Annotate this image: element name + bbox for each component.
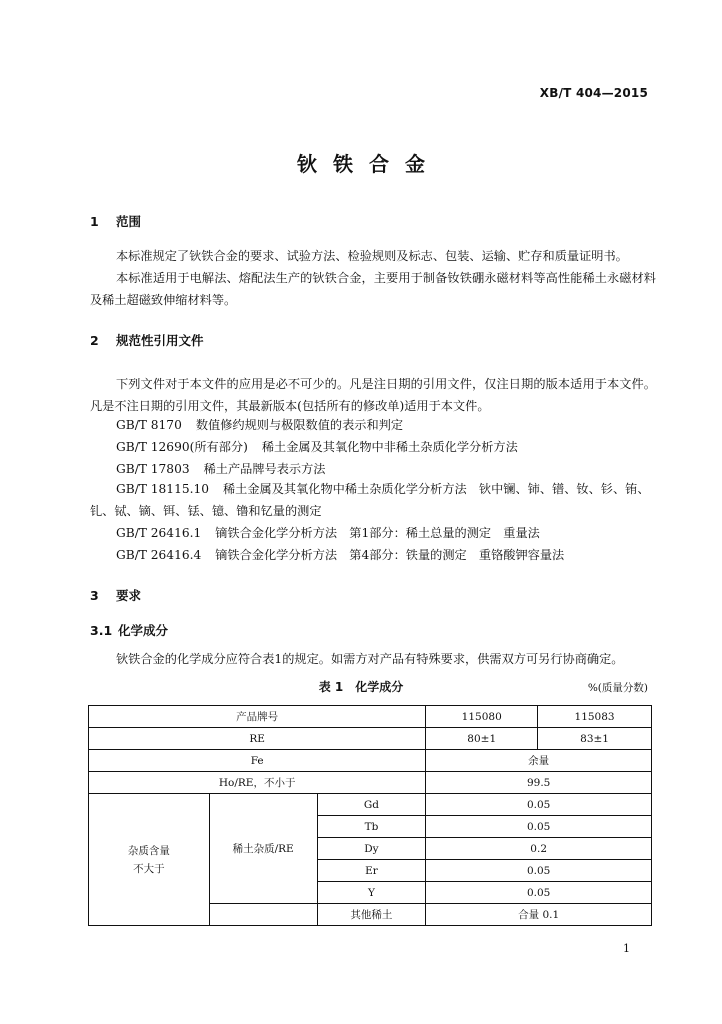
- reference-code: GB/T 17803: [116, 462, 190, 476]
- reference-code: GB/T 26416.1: [116, 526, 202, 540]
- chemical-composition-table: [88, 705, 652, 926]
- table-cell: 合量 0.1: [426, 904, 652, 926]
- reference-title: 稀土金属及其氧化物中稀土杂质化学分析方法 钬中镧、铈、镨、钕、钐、铕、钆、铽、镝、铒、铥、镱、镥和钇量的测定: [90, 482, 650, 518]
- table-cell: RE: [89, 728, 426, 750]
- reference-item: [116, 438, 518, 455]
- section-title: 要求: [116, 588, 142, 603]
- table-row: [89, 772, 652, 794]
- subsection-title: 化学成分: [118, 623, 169, 638]
- table-cell: Tb: [317, 816, 426, 838]
- table-cell: Dy: [317, 838, 426, 860]
- table-cell: 0.05: [426, 794, 652, 816]
- subsection-3-1-heading: [90, 621, 168, 639]
- scope-paragraph-2: 本标准适用于电解法、熔配法生产的钬铁合金，主要用于制备钕铁硼永磁材料等高性能稀土永磁材料及稀土超磁致伸缩材料等。: [90, 271, 656, 307]
- table-unit: %(质量分数): [587, 682, 648, 694]
- reference-code: GB/T 26416.4: [116, 548, 202, 562]
- table-cell: 83±1: [538, 728, 652, 750]
- page-number: 1: [623, 942, 630, 955]
- reference-title: 镝铁合金化学分析方法 第1部分：稀土总量的测定 重量法: [215, 526, 540, 540]
- section-title: 规范性引用文件: [116, 333, 204, 348]
- table-cell: Gd: [317, 794, 426, 816]
- table-cell: Fe: [89, 750, 426, 772]
- rare-earth-impurity-label: 稀土杂质/RE: [209, 794, 317, 904]
- reference-item: [116, 416, 403, 433]
- table-cell: 产品牌号: [89, 706, 426, 728]
- table-cell: 0.05: [426, 882, 652, 904]
- table-caption: 表 1 化学成分: [318, 680, 404, 694]
- subsection-number: 3.1: [90, 623, 113, 638]
- table-cell: 115083: [538, 706, 652, 728]
- table-cell: 其他稀土: [317, 904, 426, 926]
- reference-title: 镝铁合金化学分析方法 第4部分：铁量的测定 重铬酸钾容量法: [215, 548, 565, 562]
- reference-code: GB/T 12690(所有部分): [116, 440, 248, 454]
- table-row: [89, 794, 652, 816]
- impurity-label-qualifier: 不大于: [133, 862, 165, 875]
- section-3-heading: [90, 586, 141, 604]
- table-row: [89, 728, 652, 750]
- reference-title: 稀土金属及其氧化物中非稀土杂质化学分析方法: [261, 440, 518, 454]
- table-cell: 80±1: [426, 728, 538, 750]
- table-row: [89, 750, 652, 772]
- section-number: 1: [90, 214, 99, 229]
- section-number: 3: [90, 588, 99, 603]
- section-1-heading: [90, 212, 141, 230]
- table-cell: 0.05: [426, 816, 652, 838]
- section-title: 范围: [116, 214, 142, 229]
- standard-number: XB/T 404—2015: [539, 86, 648, 100]
- reference-title: 稀土产品牌号表示方法: [203, 462, 326, 476]
- table-cell: [209, 904, 317, 926]
- reference-item: [90, 478, 656, 522]
- table-cell: 余量: [426, 750, 652, 772]
- table-row: [89, 706, 652, 728]
- table-cell: Er: [317, 860, 426, 882]
- chemical-composition-text: 钬铁合金的化学成分应符合表1的规定。如需方对产品有特殊要求，供需双方可另行协商确定。: [116, 652, 624, 666]
- table-cell: Y: [317, 882, 426, 904]
- table-cell: 0.2: [426, 838, 652, 860]
- reference-item: [116, 524, 540, 541]
- reference-item: [116, 460, 325, 477]
- table-cell: Ho/RE，不小于: [89, 772, 426, 794]
- table-cell: 99.5: [426, 772, 652, 794]
- reference-code: GB/T 18115.10: [116, 482, 209, 496]
- reference-code: GB/T 8170: [116, 418, 182, 432]
- reference-title: 数值修约规则与极限数值的表示和判定: [195, 418, 404, 432]
- impurity-label-cell: [89, 794, 210, 926]
- table-cell: 115080: [426, 706, 538, 728]
- impurity-label: 杂质含量: [127, 844, 170, 857]
- section-2-heading: [90, 331, 204, 349]
- scope-paragraph-1: 本标准规定了钬铁合金的要求、试验方法、检验规则及标志、包装、运输、贮存和质量证明书。: [116, 249, 628, 263]
- table-cell: 0.05: [426, 860, 652, 882]
- document-title: 钬铁合金: [297, 152, 441, 176]
- section-number: 2: [90, 333, 99, 348]
- reference-item: [116, 546, 564, 563]
- references-intro: 下列文件对于本文件的应用是必不可少的。凡是注日期的引用文件，仅注日期的版本适用于本文件。凡是不注日期的引用文件，其最新版本(包括所有的修改单)适用于本文件。: [90, 377, 656, 413]
